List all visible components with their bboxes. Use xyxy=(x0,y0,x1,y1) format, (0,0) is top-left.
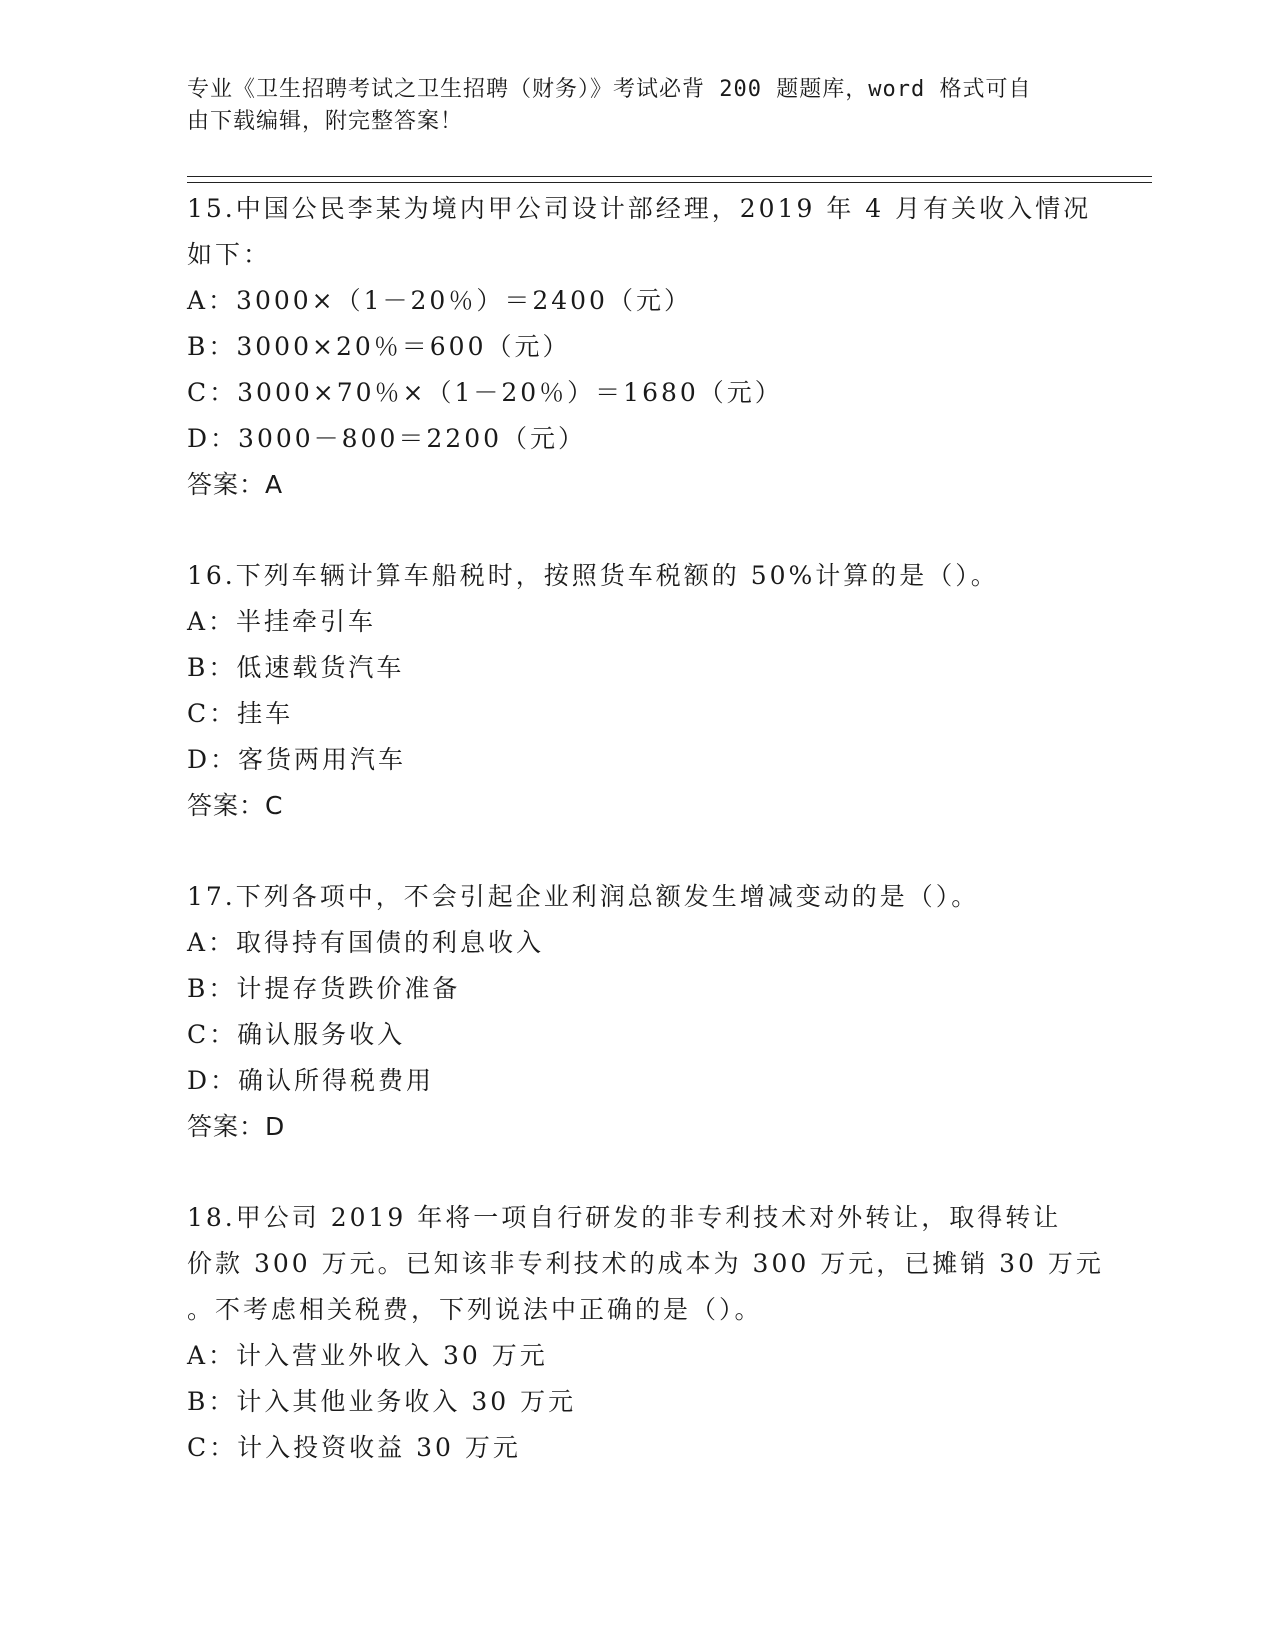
question-16 xyxy=(187,553,1087,829)
answer-label: 答案：D xyxy=(187,1112,286,1141)
option-a: A：计入营业外收入 30 万元 xyxy=(187,1341,548,1370)
question-stem-line: 价款 300 万元。已知该非专利技术的成本为 300 万元，已摊销 30 万元 xyxy=(187,1249,1104,1278)
option-a: A：半挂牵引车 xyxy=(187,607,377,636)
question-stem-line: 17.下列各项中，不会引起企业利润总额发生增减变动的是（）。 xyxy=(187,882,980,911)
question-stem-line: 16.下列车辆计算车船税时，按照货车税额的 50%计算的是（）。 xyxy=(187,561,999,590)
option-a: A：3000×（1－20％）＝2400（元） xyxy=(187,286,692,315)
option-a: A：取得持有国债的利息收入 xyxy=(187,928,545,957)
question-17 xyxy=(187,874,1087,1150)
option-d: D：客货两用汽车 xyxy=(187,745,407,774)
answer-label: 答案：A xyxy=(187,470,284,499)
option-d: D：确认所得税费用 xyxy=(187,1066,435,1095)
option-b: B：计提存货跌价准备 xyxy=(187,974,461,1003)
option-c: C：计入投资收益 30 万元 xyxy=(187,1433,521,1462)
option-d: D：3000－800＝2200（元） xyxy=(187,424,587,453)
option-b: B：低速载货汽车 xyxy=(187,653,405,682)
question-list xyxy=(187,186,1104,1516)
option-c: C：确认服务收入 xyxy=(187,1020,406,1049)
question-15 xyxy=(187,186,1092,508)
question-stem-line: 18.甲公司 2019 年将一项自行研发的非专利技术对外转让，取得转让 xyxy=(187,1203,1062,1232)
option-b: B：计入其他业务收入 30 万元 xyxy=(187,1387,577,1416)
question-stem-line: 。不考虑相关税费，下列说法中正确的是（）。 xyxy=(187,1295,763,1324)
question-stem-line: 15.中国公民李某为境内甲公司设计部经理，2019 年 4 月有关收入情况 xyxy=(187,194,1092,223)
document-header xyxy=(187,74,1067,138)
header-line-1: 专业《卫生招聘考试之卫生招聘（财务）》考试必背 200 题题库，word 格式可自 xyxy=(187,77,1032,102)
question-stem-line: 如下： xyxy=(187,240,272,269)
question-18 xyxy=(187,1195,1104,1471)
header-divider-bottom xyxy=(187,182,1152,183)
header-line-2: 由下载编辑，附完整答案！ xyxy=(187,109,464,134)
option-c: C：挂车 xyxy=(187,699,294,728)
option-b: B：3000×20％＝600（元） xyxy=(187,332,571,361)
answer-label: 答案：C xyxy=(187,791,284,820)
option-c: C：3000×70％×（1－20％）＝1680（元） xyxy=(187,378,783,407)
header-divider-top xyxy=(187,176,1152,177)
